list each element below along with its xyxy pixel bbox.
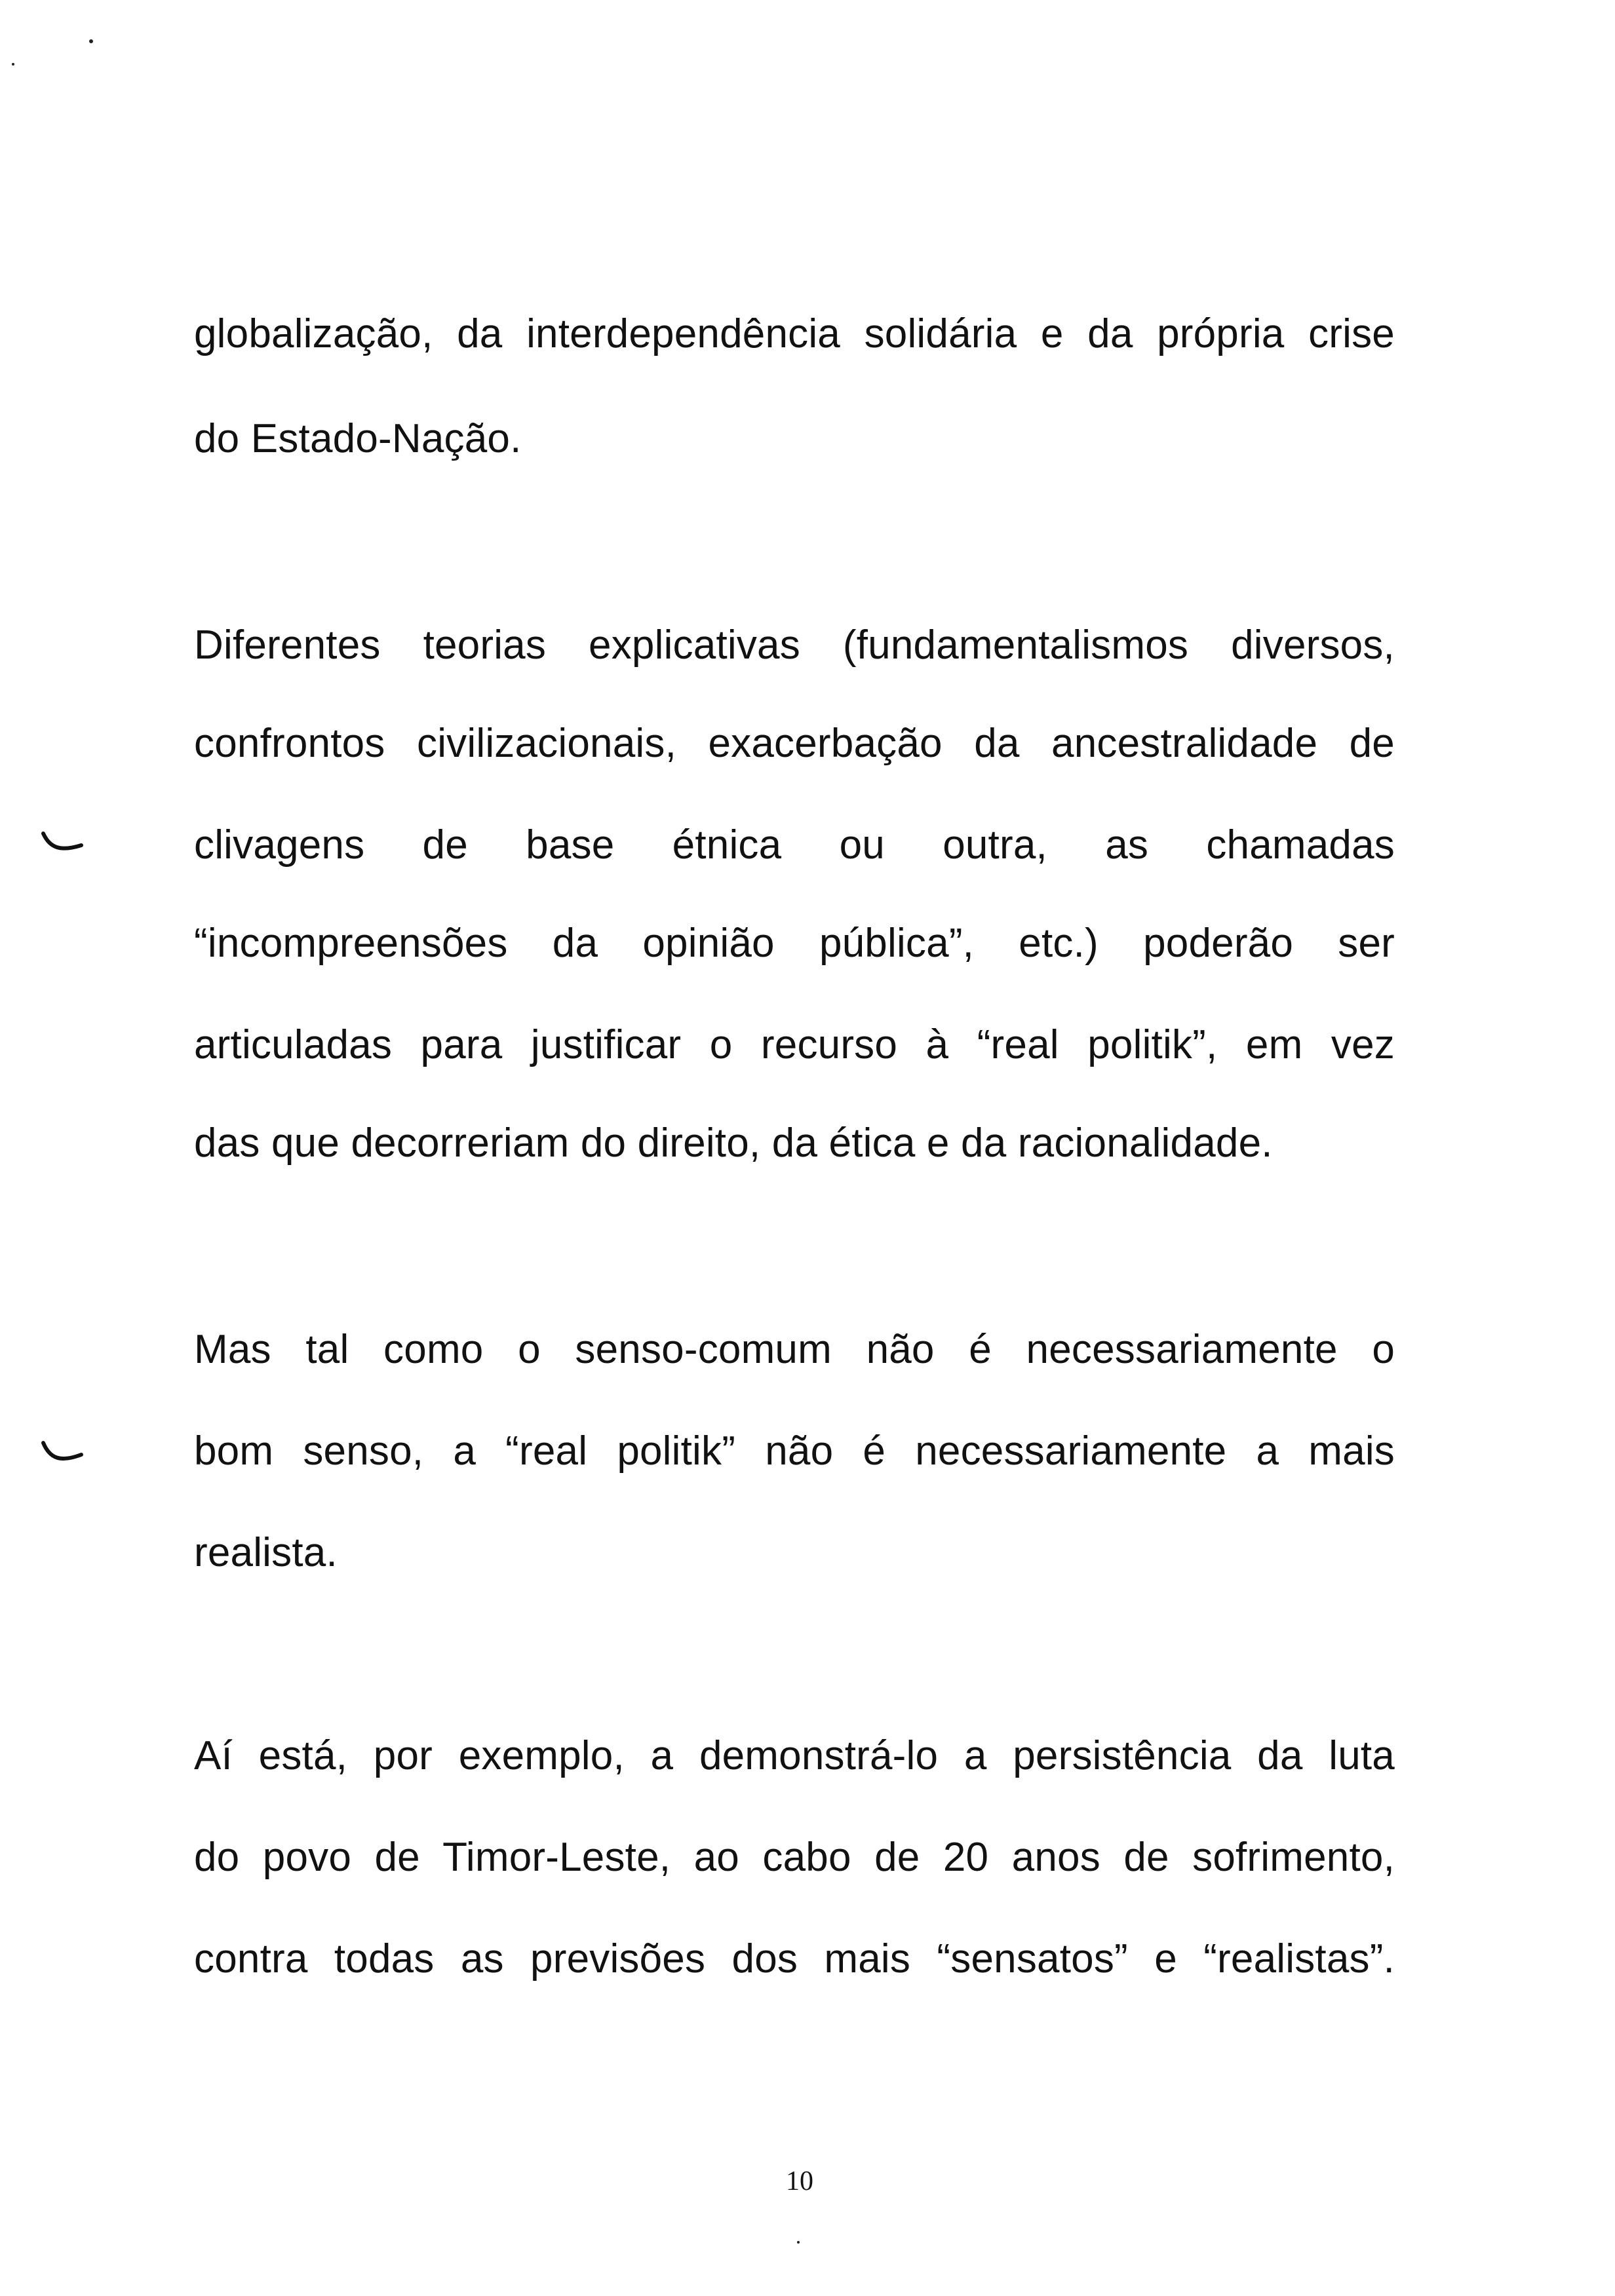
page-number: 10 bbox=[786, 2166, 813, 2196]
paragraph-line: Aí está, por exemplo, a demonstrá-lo a persistência da luta bbox=[194, 1733, 1395, 1778]
paragraph-line: realista. bbox=[194, 1530, 338, 1575]
paragraph-line: do povo de Timor-Leste, ao cabo de 20 anos de sofrimento, bbox=[194, 1835, 1395, 1880]
paragraph-line: confrontos civilizacionais, exacerbação da ancestralidade de bbox=[194, 721, 1395, 766]
paragraph-line: Mas tal como o senso-comum não é necessariamente o bbox=[194, 1327, 1395, 1372]
paragraph-line: “incompreensões da opinião pública”, etc.) poderão ser bbox=[194, 921, 1395, 966]
paragraph-line: Diferentes teorias explicativas (fundamentalismos diversos, bbox=[194, 622, 1395, 668]
paragraph-line: do Estado-Nação. bbox=[194, 416, 522, 461]
scan-speck bbox=[797, 2241, 800, 2244]
margin-check-mark bbox=[38, 1435, 90, 1474]
margin-check-mark bbox=[38, 826, 90, 865]
paragraph-line: das que decorreriam do direito, da ética e da racionalidade. bbox=[194, 1120, 1273, 1166]
paragraph-line: articuladas para justificar o recurso à “real politik”, em vez bbox=[194, 1022, 1395, 1067]
scan-speck bbox=[89, 39, 93, 43]
paragraph-line: bom senso, a “real politik” não é necessariamente a mais bbox=[194, 1428, 1395, 1474]
scan-speck bbox=[12, 63, 14, 66]
paragraph-line: globalização, da interdependência solidária e da própria crise bbox=[194, 311, 1395, 356]
paragraph-line: contra todas as previsões dos mais “sensatos” e “realistas”. bbox=[194, 1936, 1395, 1981]
paragraph-line: clivagens de base étnica ou outra, as chamadas bbox=[194, 822, 1395, 868]
